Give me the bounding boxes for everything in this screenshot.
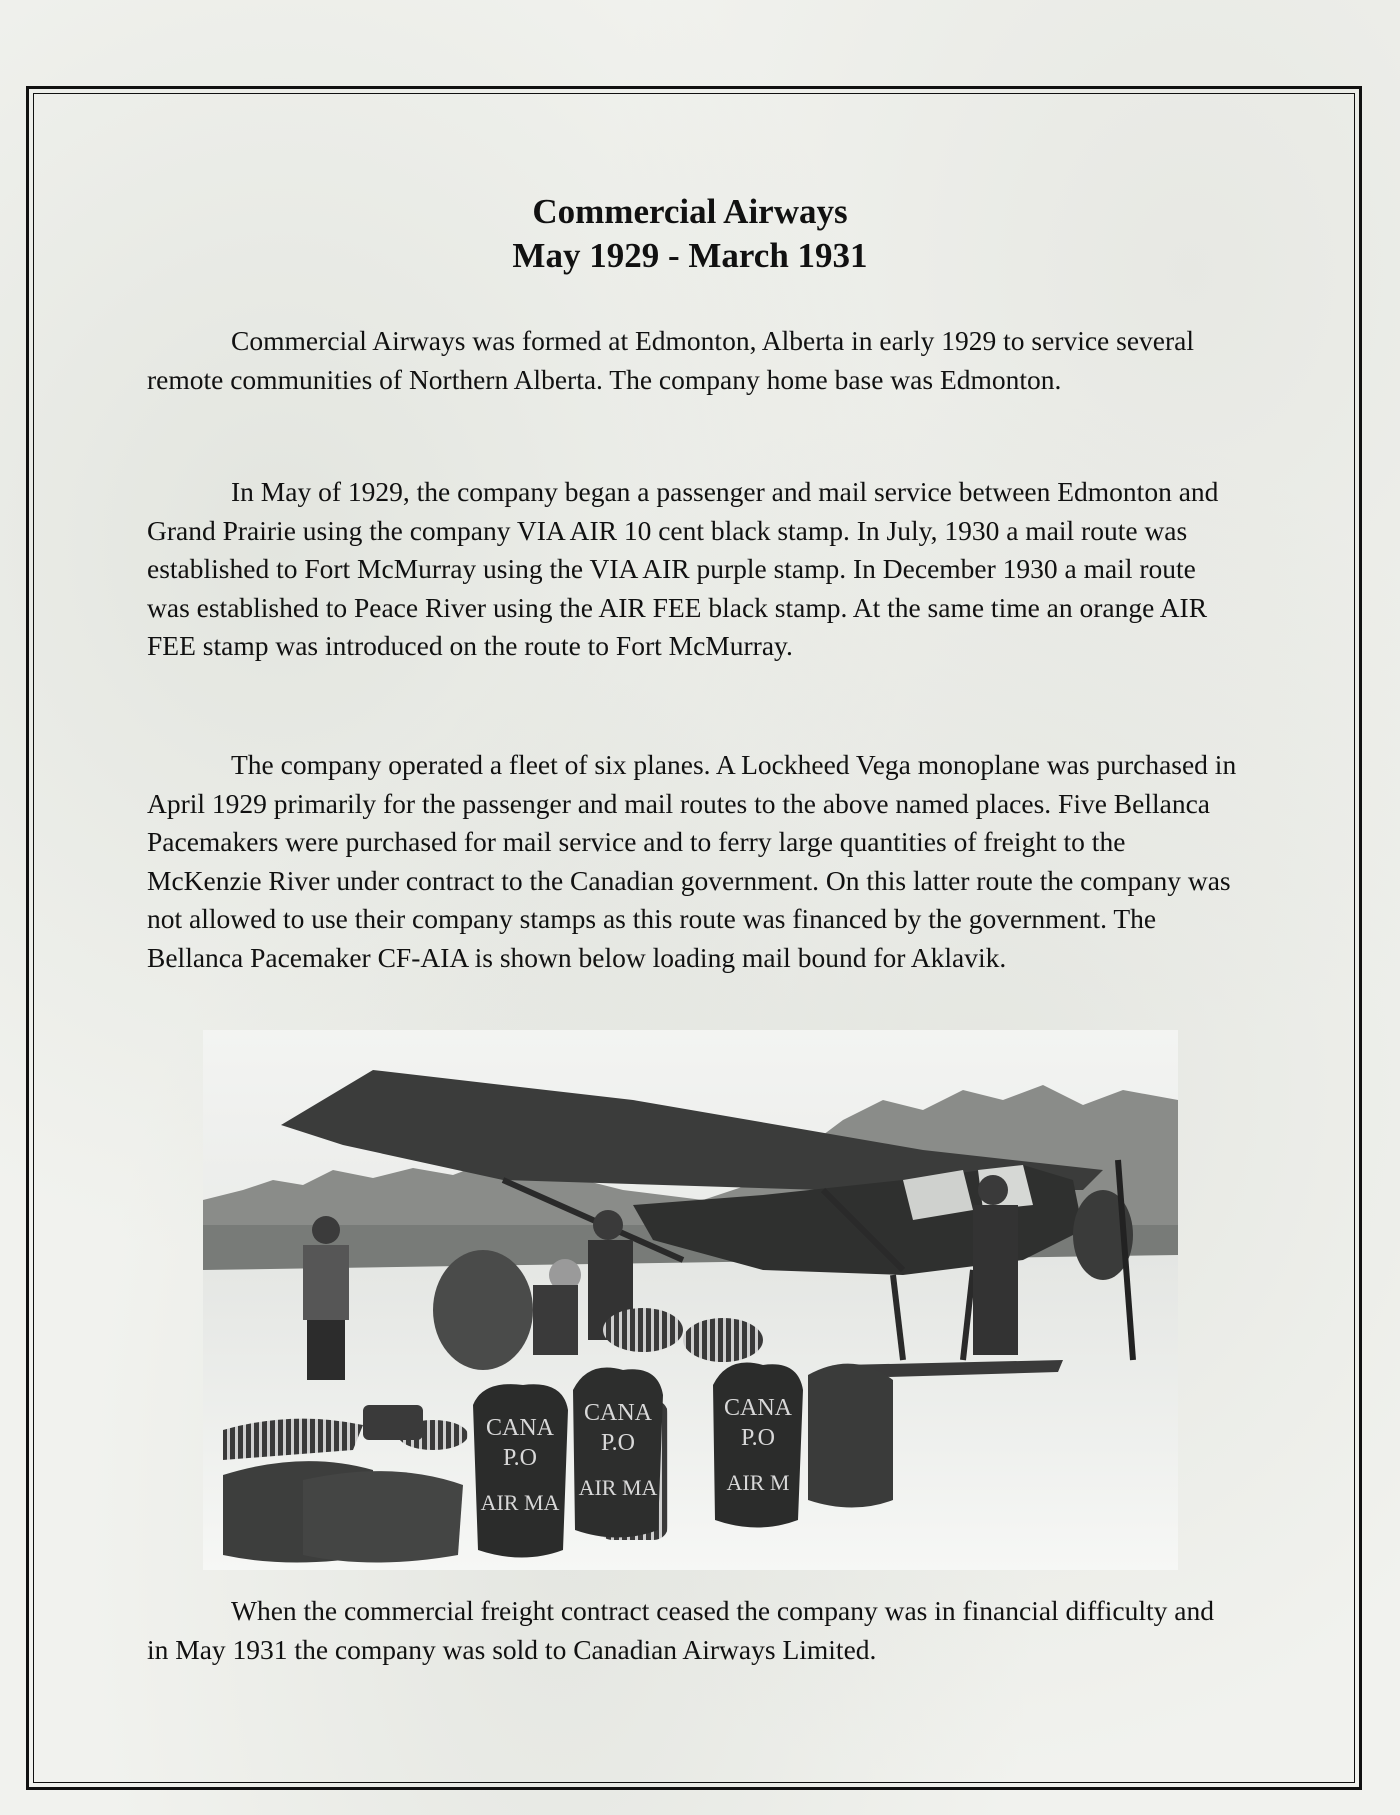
sack1-line2: P.O xyxy=(502,1445,538,1471)
photo-bellanca-pacemaker xyxy=(203,1030,1178,1570)
mail-sack-1 xyxy=(473,1384,568,1557)
title-block xyxy=(0,190,1380,278)
sack3-line3: AIR M xyxy=(726,1470,790,1495)
sack2-line1: CANA xyxy=(583,1400,653,1426)
sack3-line2: P.O xyxy=(740,1425,776,1451)
sack1-line3: AIR MA xyxy=(480,1490,560,1515)
paragraph-formation xyxy=(147,322,1237,399)
page-subtitle: May 1929 - March 1931 xyxy=(512,236,868,275)
photo-illustration xyxy=(203,1030,1178,1570)
page-title: Commercial Airways xyxy=(532,192,848,231)
mail-sack-3 xyxy=(713,1363,803,1528)
sack2-line2: P.O xyxy=(600,1430,636,1456)
sack2-line3: AIR MA xyxy=(578,1475,658,1500)
sack1-line1: CANA xyxy=(485,1415,555,1441)
paragraph-sale-text: When the commercial freight contract ceased the company was in financial difficulty and in May 1931 the company was sold to Canadian Airways Limited. xyxy=(147,1595,1214,1665)
paragraph-fleet-text: The company operated a fleet of six planes. A Lockheed Vega monoplane was purchased in April 1929 primarily for the passenger and mail routes to the above named places. Five Bellanca Pacemakers were purchased for mail service and to ferry large quantities of freight to the McKenzie River under contract to the Canadian government. On this latter route the company was not allowed to use their company stamps as this route was financed by the government. The Bellanca Pacemaker CF-AIA is shown below loading mail bound for Aklavik. xyxy=(147,749,1237,973)
sack3-line1: CANA xyxy=(723,1395,793,1421)
paragraph-formation-text: Commercial Airways was formed at Edmonton, Alberta in early 1929 to service several remote communities of Northern Alberta. The company home base was Edmonton. xyxy=(147,325,1194,395)
paragraph-routes-text: In May of 1929, the company began a passenger and mail service between Edmonton and Grand Prairie using the company VIA AIR 10 cent black stamp. In July, 1930 a mail route was established to Fort McMurray using the VIA AIR purple stamp. In December 1930 a mail route was established to Peace River using the AIR FEE black stamp. At the same time an orange AIR FEE stamp was introduced on the route to Fort McMurray. xyxy=(147,476,1219,661)
paragraph-fleet xyxy=(147,746,1237,977)
paragraph-routes xyxy=(147,473,1237,666)
paragraph-sale xyxy=(147,1592,1237,1669)
mail-sack-2 xyxy=(573,1368,663,1538)
